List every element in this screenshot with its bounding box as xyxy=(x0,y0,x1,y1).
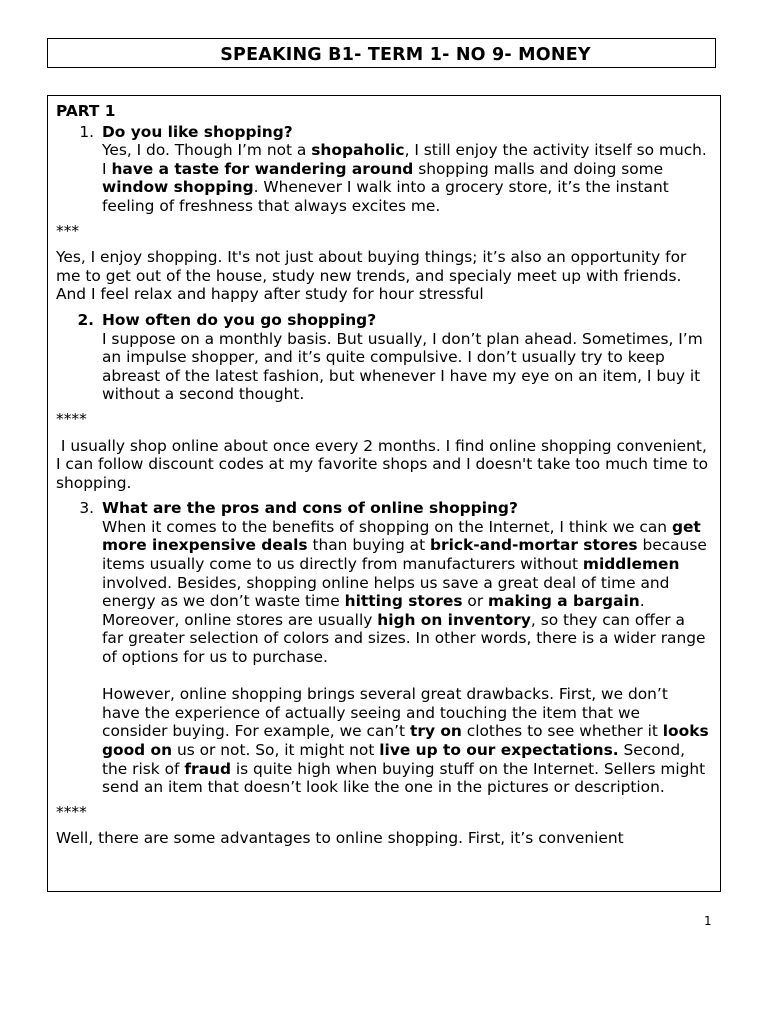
separator: **** xyxy=(56,802,87,821)
question-number: 1. xyxy=(79,122,94,141)
question-title: How often do you go shopping? xyxy=(102,310,377,329)
question-number: 2. xyxy=(77,310,94,329)
question-title: Do you like shopping? xyxy=(102,122,293,141)
title-box xyxy=(47,38,716,68)
question-body xyxy=(102,311,710,404)
answer-pros: When it comes to the benefits of shopping on the Internet, I think we can get more inexpensive deals than buying at brick-and-mortar stores because items usually come to us directly from manufacturers without middlemen involved. Besides, shopping online helps us save a great deal of time and energy as we don’t waste time hitting stores or making a bargain. Moreover, online stores are usually high on inventory, so they can offer a far greater selection of colors and sizes. In other words, there is a wider range of options for us to purchase. xyxy=(102,517,707,667)
content-inner xyxy=(56,102,714,855)
question-body xyxy=(102,123,710,216)
alternative-answer: Yes, I enjoy shopping. It's not just about buying things; it’s also an opportunity for me to get out of the house, study new trends, and specialy meet up with friends. And I feel relax and happy after study for hour stressful xyxy=(56,248,687,304)
alternative-answer: I usually shop online about once every 2 months. I find online shopping convenient, I can follow discount codes at my favorite shops and I doesn't take too much time to shopping. xyxy=(56,436,713,492)
content-box xyxy=(47,95,721,892)
page-number: 1 xyxy=(704,914,712,928)
question-number: 3. xyxy=(79,499,94,518)
question-1 xyxy=(56,123,710,216)
question-body xyxy=(102,499,714,797)
separator: **** xyxy=(56,409,87,428)
answer-cons: However, online shopping brings several great drawbacks. First, we don’t have the experience of actually seeing and touching the item that we consider buying. For example, we can’t try on clothes to see whether it looks good on us or not. So, it might not live up to our expectations. Second, the risk of fraud is quite high when buying stuff on the Internet. Sellers might send an item that doesn’t look like the one in the pictures or description. xyxy=(102,685,714,797)
alternative-answer: Well, there are some advantages to online shopping. First, it’s convenient xyxy=(56,829,624,848)
question-3 xyxy=(56,499,714,797)
answer-text: Yes, I do. Though I’m not a shopaholic, I still enjoy the activity itself so much. I have a taste for wandering around shopping malls and doing some window shopping. Whenever I walk into a grocery store, it’s the instant feeling of freshness that always excites me. xyxy=(102,141,707,215)
question-2 xyxy=(56,311,710,404)
question-title: What are the pros and cons of online shopping? xyxy=(102,499,518,518)
answer-text: I suppose on a monthly basis. But usually, I don’t plan ahead. Sometimes, I’m an impulse shopper, and it’s quite compulsive. I don’t usually try to keep abreast of the latest fashion, but whenever I have my eye on an item, I buy it without a second thought. xyxy=(102,329,703,404)
separator: *** xyxy=(56,221,80,240)
part-label: PART 1 xyxy=(56,102,116,120)
document-title: SPEAKING B1- TERM 1- NO 9- MONEY xyxy=(220,45,591,65)
